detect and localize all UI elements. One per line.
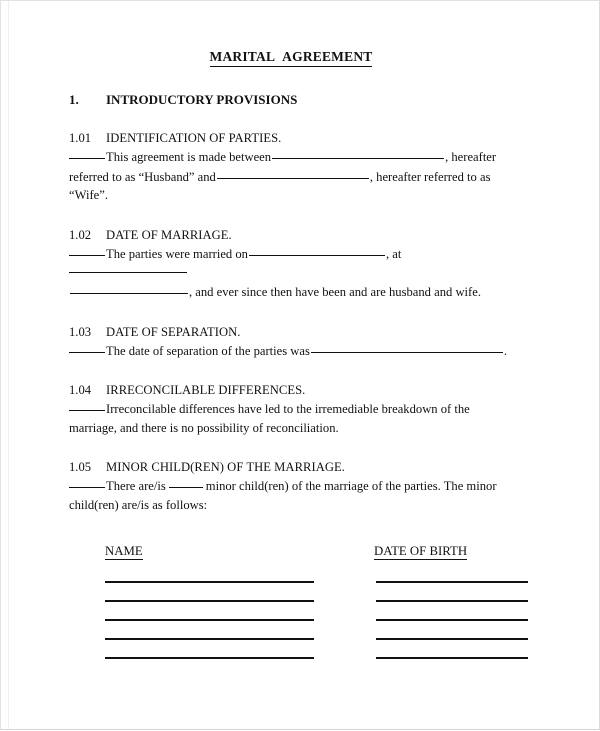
clause-1-01-title: IDENTIFICATION OF PARTIES. bbox=[106, 131, 282, 145]
clause-1-01-number: 1.01 bbox=[69, 131, 92, 145]
clause-1-02-text-1: The parties were married on bbox=[106, 246, 248, 261]
marriage-date-blank[interactable] bbox=[249, 244, 385, 256]
child-dob-blank[interactable] bbox=[376, 638, 528, 640]
table-row bbox=[69, 591, 513, 610]
clause-1-03-text-2: . bbox=[503, 343, 508, 358]
children-table bbox=[69, 544, 513, 667]
clause-1-02-number: 1.02 bbox=[69, 227, 92, 242]
children-table-rows bbox=[69, 572, 513, 667]
clause-1-05-indent-blank[interactable] bbox=[69, 476, 105, 488]
clause-1-01-text-2: , hereafter referred to as “Husband” and bbox=[69, 150, 497, 184]
page-title-underline bbox=[210, 48, 373, 67]
clause-1-03-heading bbox=[69, 324, 513, 340]
clause-1-01-text-1: This agreement is made between bbox=[106, 150, 272, 164]
child-dob-blank[interactable] bbox=[376, 657, 528, 659]
clause-1-01-text-3: , hereafter referred to as “Wife”. bbox=[69, 169, 491, 202]
clause-1-01-heading bbox=[69, 130, 513, 146]
clause-1-05-heading bbox=[69, 459, 513, 475]
clause-1-04-title: IRRECONCILABLE DIFFERENCES. bbox=[106, 383, 306, 397]
table-row bbox=[69, 610, 513, 629]
clause-1-02-title: DATE OF MARRIAGE. bbox=[106, 227, 232, 242]
clause-1-02-text-3: , and ever since then have been and are husband and wife. bbox=[189, 285, 481, 299]
page-title-word-1: MARITAL bbox=[209, 49, 276, 64]
clause-1-04-text-1: Irreconcilable differences have led to the irremediable breakdown of the marriage, and there is no possibility of reconciliation. bbox=[69, 402, 470, 435]
clause-1-02-indent-blank[interactable] bbox=[69, 244, 105, 256]
page-title-word-2: AGREEMENT bbox=[282, 49, 373, 64]
table-row bbox=[69, 572, 513, 591]
section-title-1: INTRODUCTORY PROVISIONS bbox=[106, 92, 298, 107]
clause-1-02-heading bbox=[69, 227, 513, 243]
marriage-place-blank-line-2[interactable] bbox=[70, 282, 188, 294]
column-header-name: NAME bbox=[105, 544, 143, 558]
column-header-date-of-birth: DATE OF BIRTH bbox=[374, 544, 468, 558]
table-row bbox=[69, 629, 513, 648]
clause-1-05-text-2: minor child(ren) of the marriage of the parties. The minor child(ren) are/is as follows: bbox=[69, 479, 497, 512]
clause-1-02 bbox=[69, 227, 513, 302]
section-heading-1 bbox=[69, 92, 513, 108]
clause-1-02-text-2: , at bbox=[385, 246, 402, 261]
husband-name-blank[interactable] bbox=[272, 147, 444, 159]
child-name-blank[interactable] bbox=[105, 638, 314, 640]
children-table-header-row bbox=[69, 544, 513, 562]
page-title bbox=[69, 1, 513, 67]
child-count-blank[interactable] bbox=[169, 476, 203, 488]
child-dob-blank[interactable] bbox=[376, 619, 528, 621]
child-name-blank[interactable] bbox=[105, 619, 314, 621]
clause-1-05-body bbox=[69, 476, 513, 514]
section-number-1: 1. bbox=[69, 92, 79, 107]
clause-1-03-title: DATE OF SEPARATION. bbox=[106, 324, 241, 339]
clause-1-05-number: 1.05 bbox=[69, 460, 92, 474]
clause-1-02-body bbox=[69, 244, 513, 302]
clause-1-04 bbox=[69, 382, 513, 437]
clause-1-01-indent-blank[interactable] bbox=[69, 147, 105, 159]
clause-1-03 bbox=[69, 324, 513, 361]
clause-1-01 bbox=[69, 130, 513, 205]
clause-1-01-body bbox=[69, 147, 513, 205]
clause-1-05-title: MINOR CHILD(REN) OF THE MARRIAGE. bbox=[106, 460, 345, 474]
clause-1-04-indent-blank[interactable] bbox=[69, 399, 105, 411]
clause-1-04-number: 1.04 bbox=[69, 383, 92, 397]
child-dob-blank[interactable] bbox=[376, 581, 528, 583]
clause-1-05-text-1: There are/is bbox=[106, 479, 166, 493]
child-name-blank[interactable] bbox=[105, 600, 314, 602]
clause-1-05 bbox=[69, 459, 513, 514]
clause-1-03-text-1: The date of separation of the parties was bbox=[106, 343, 310, 358]
clause-1-04-body bbox=[69, 399, 513, 437]
separation-date-blank[interactable] bbox=[311, 341, 503, 353]
marriage-place-blank-line-1[interactable] bbox=[69, 272, 187, 273]
child-name-blank[interactable] bbox=[105, 581, 314, 583]
clause-1-04-heading bbox=[69, 382, 513, 398]
child-name-blank[interactable] bbox=[105, 657, 314, 659]
wife-name-blank[interactable] bbox=[217, 167, 369, 179]
child-dob-blank[interactable] bbox=[376, 600, 528, 602]
document-body bbox=[69, 1, 513, 731]
table-row bbox=[69, 648, 513, 667]
clause-1-03-number: 1.03 bbox=[69, 324, 92, 339]
clause-1-03-indent-blank[interactable] bbox=[69, 341, 105, 353]
clause-1-03-body bbox=[69, 341, 513, 361]
